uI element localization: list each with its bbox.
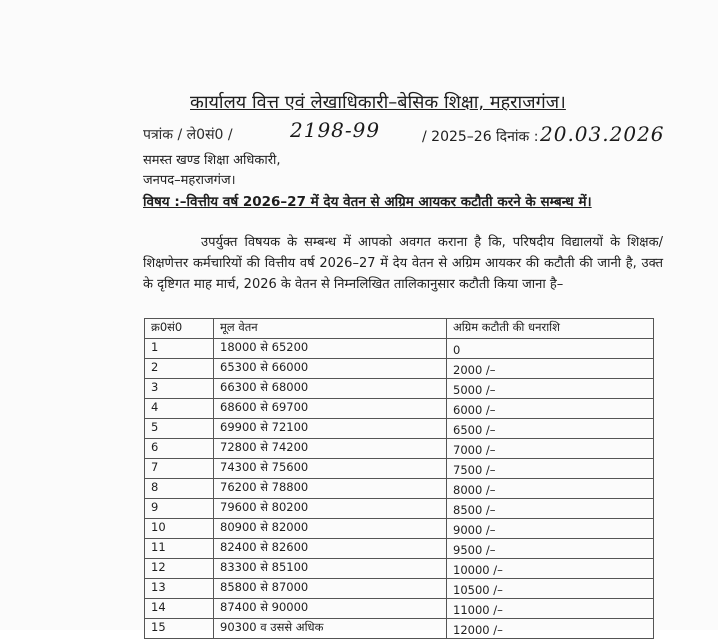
pay-range-cell: 83300 से 85100 xyxy=(214,559,447,579)
header-basic-pay: मूल वेतन xyxy=(214,319,447,339)
serial-cell: 1 xyxy=(145,339,214,359)
table-row xyxy=(145,579,654,599)
table-row xyxy=(145,519,654,539)
deduction-cell: 12000 /– xyxy=(447,619,654,639)
deduction-cell: 9000 /– xyxy=(447,519,654,539)
body-paragraph xyxy=(143,232,663,295)
table-row xyxy=(145,359,654,379)
table-row xyxy=(145,619,654,639)
pay-range-cell: 66300 से 68000 xyxy=(214,379,447,399)
deduction-cell: 8000 /– xyxy=(447,479,654,499)
pay-range-cell: 69900 से 72100 xyxy=(214,419,447,439)
table-row xyxy=(145,399,654,419)
table-row xyxy=(145,379,654,399)
pay-range-cell: 79600 से 80200 xyxy=(214,499,447,519)
pay-range-cell: 76200 से 78800 xyxy=(214,479,447,499)
deduction-cell: 8500 /– xyxy=(447,499,654,519)
table-row xyxy=(145,559,654,579)
serial-cell: 4 xyxy=(145,399,214,419)
letter-date: 20.03.2026 xyxy=(540,122,665,146)
serial-cell: 5 xyxy=(145,419,214,439)
serial-cell: 14 xyxy=(145,599,214,619)
deduction-cell: 9500 /– xyxy=(447,539,654,559)
pay-range-cell: 18000 से 65200 xyxy=(214,339,447,359)
pay-range-cell: 82400 से 82600 xyxy=(214,539,447,559)
serial-cell: 8 xyxy=(145,479,214,499)
reference-number: 2198-99 xyxy=(290,118,381,142)
reference-year-date-label: / 2025–26 दिनांक : xyxy=(422,129,539,145)
deduction-cell: 6000 /– xyxy=(447,399,654,419)
deduction-cell: 10500 /– xyxy=(447,579,654,599)
pay-range-cell: 90300 व उससे अधिक xyxy=(214,619,447,639)
serial-cell: 12 xyxy=(145,559,214,579)
addressee-line-2: जनपद–महराजगंज। xyxy=(143,173,236,188)
serial-cell: 13 xyxy=(145,579,214,599)
pay-range-cell: 80900 से 82000 xyxy=(214,519,447,539)
deduction-cell: 2000 /– xyxy=(447,359,654,379)
deduction-cell: 11000 /– xyxy=(447,599,654,619)
serial-cell: 3 xyxy=(145,379,214,399)
subject-line: विषय :–वित्तीय वर्ष 2026–27 में देय वेतन से अग्रिम आयकर कटौती करने के सम्बन्ध में। xyxy=(143,194,592,210)
header-serial: क्र0सं0 xyxy=(145,319,214,339)
pay-range-cell: 74300 से 75600 xyxy=(214,459,447,479)
deduction-cell: 6500 /– xyxy=(447,419,654,439)
deduction-cell: 10000 /– xyxy=(447,559,654,579)
serial-cell: 10 xyxy=(145,519,214,539)
pay-range-cell: 87400 से 90000 xyxy=(214,599,447,619)
table-row xyxy=(145,479,654,499)
deduction-cell: 7000 /– xyxy=(447,439,654,459)
deduction-table xyxy=(144,318,654,639)
serial-cell: 7 xyxy=(145,459,214,479)
table-row xyxy=(145,599,654,619)
table-row xyxy=(145,339,654,359)
reference-label: पत्रांक / ले0सं0 / xyxy=(143,127,233,143)
table-row xyxy=(145,459,654,479)
header-deduction-amount: अग्रिम कटौती की धनराशि xyxy=(447,319,654,339)
table-row xyxy=(145,419,654,439)
serial-cell: 11 xyxy=(145,539,214,559)
serial-cell: 15 xyxy=(145,619,214,639)
addressee-line-1: समस्त खण्ड शिक्षा अधिकारी, xyxy=(143,153,281,168)
serial-cell: 6 xyxy=(145,439,214,459)
deduction-cell: 7500 /– xyxy=(447,459,654,479)
pay-range-cell: 65300 से 66000 xyxy=(214,359,447,379)
table-row xyxy=(145,539,654,559)
table-header-row xyxy=(145,319,654,339)
deduction-cell: 5000 /– xyxy=(447,379,654,399)
serial-cell: 9 xyxy=(145,499,214,519)
table-row xyxy=(145,499,654,519)
office-title: कार्यालय वित्त एवं लेखाधिकारी–बेसिक शिक्षा, महराजगंज। xyxy=(190,92,566,113)
pay-range-cell: 72800 से 74200 xyxy=(214,439,447,459)
pay-range-cell: 85800 से 87000 xyxy=(214,579,447,599)
table-row xyxy=(145,439,654,459)
deduction-cell: 0 xyxy=(447,339,654,359)
pay-range-cell: 68600 से 69700 xyxy=(214,399,447,419)
serial-cell: 2 xyxy=(145,359,214,379)
body-text: उपर्युक्त विषयक के सम्बन्ध में आपको अवगत कराना है कि, परिषदीय विद्यालयों के शिक्षक/शिक्षणेत्तर कर्मचारियों की वित्तीय वर्ष 2026–27 में देय वेतन से अग्रिम आयकर की कटौती की जानी है, उक्त के दृष्टिगत माह मार्च, 2026 के वेतन से निम्नलिखित तालिकानुसार कटौती किया जाना है– xyxy=(143,235,663,292)
